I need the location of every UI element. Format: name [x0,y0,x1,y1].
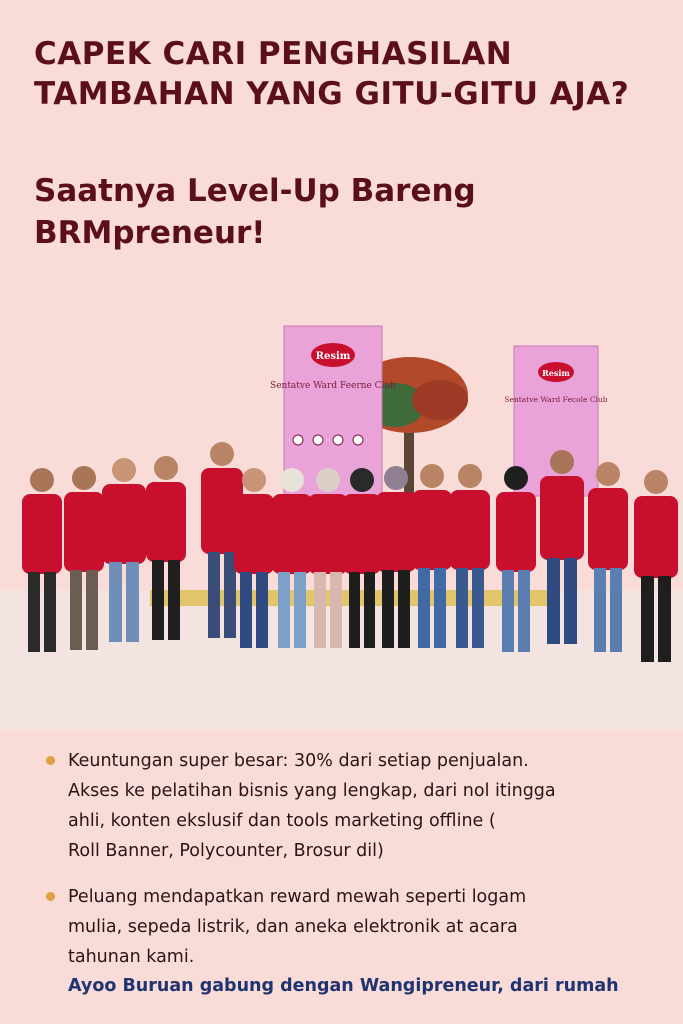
subheadline: Saatnya Level-Up Bareng BRMpreneur! [34,173,476,251]
headline: CAPEK CARI PENGHASILAN TAMBAHAN YANG GITU-GITU AJA? [34,36,630,112]
bullet-dot-icon [46,892,55,901]
bullet-dot-icon [46,756,55,765]
banner-logo-right: Resim [542,368,570,378]
benefit-list [46,746,646,988]
benefit-line: ahli, konten ekslusif dan tools marketing offline ( [68,811,496,831]
banner-title-right: Sentatve Ward Fecole Club [504,395,608,404]
benefit-line: Akses ke pelatihan bisnis yang lengkap, dari nol itingga [68,781,556,801]
cta-text: Ayoo Buruan gabung dengan Wangipreneur, dari rumah [68,976,619,996]
benefit-line: tahunan kami. [68,947,195,967]
banner-title-left: Sentatve Ward Feerne Club [270,381,396,391]
benefit-item [46,882,646,972]
team-photo [0,300,683,730]
benefit-line: mulia, sepeda listrik, dan aneka elektronik at acara [68,917,518,937]
banner-logo-left: Resim [315,351,351,362]
benefit-line: Roll Banner, Polycounter, Brosur dil) [68,841,384,861]
benefit-line: Peluang mendapatkan reward mewah seperti logam [68,887,527,907]
benefit-item [46,746,646,866]
benefit-line: Keuntungan super besar: 30% dari setiap penjualan. [68,751,529,771]
